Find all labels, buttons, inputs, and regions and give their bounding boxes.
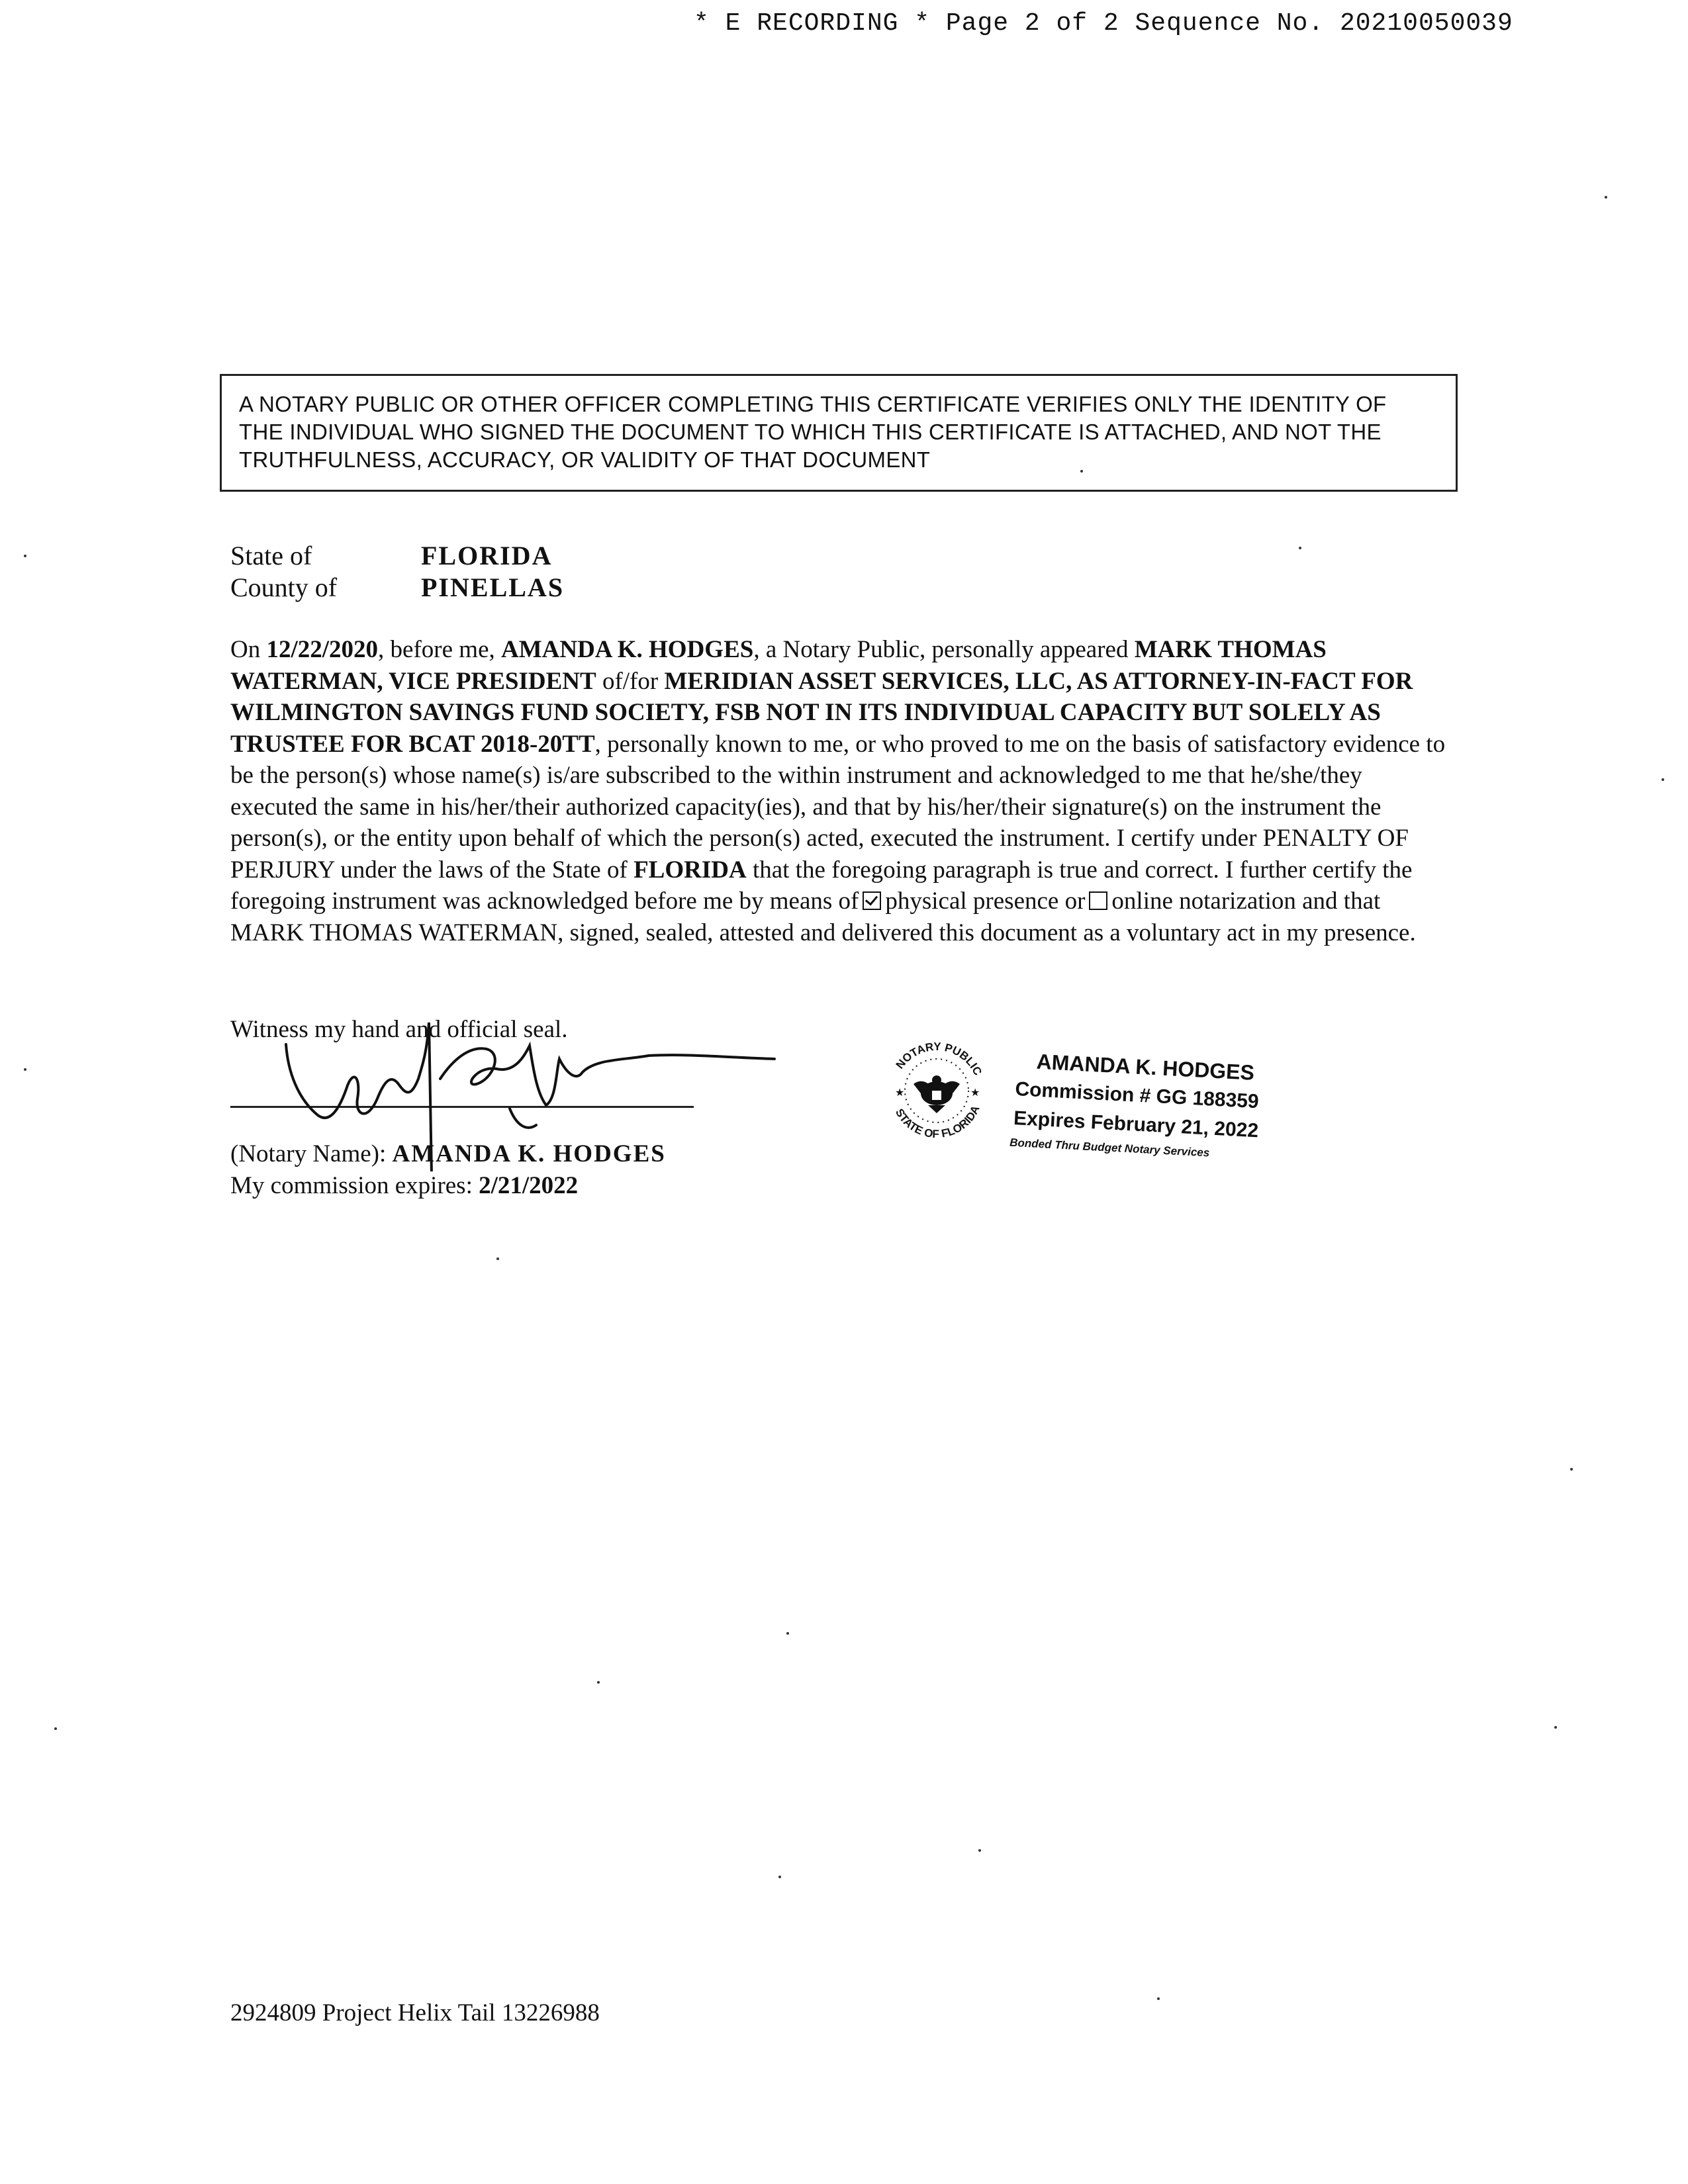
ack-signer: MARK THOMAS WATERMAN, VICE PRESIDENT (230, 636, 1327, 695)
commission-expiry-line (230, 1171, 578, 1200)
scan-speck (597, 1681, 600, 1684)
star-icon: ★ (970, 1087, 980, 1099)
seal-bonded-note: Bonded Thru Budget Notary Services (1009, 1136, 1210, 1160)
county-label: County of (230, 572, 338, 602)
ack-state: FLORIDA (633, 856, 747, 884)
scan-speck (778, 1876, 781, 1878)
venue-state-row (230, 540, 564, 572)
ack-date: 12/22/2020 (266, 636, 379, 663)
venue-block (230, 540, 564, 604)
scan-speck (1554, 1726, 1557, 1729)
star-icon: ★ (895, 1087, 905, 1099)
seal-ring-bottom: STATE OF FLORIDA (892, 1103, 982, 1141)
scan-speck (496, 1257, 499, 1260)
ack-text: On (230, 636, 267, 663)
disclaimer-line: THE INDIVIDUAL WHO SIGNED THE DOCUMENT TO WHICH THIS CERTIFICATE IS ATTACHED, AND NOT THE (239, 420, 1382, 444)
ack-text: of/for (596, 667, 665, 695)
disclaimer-line: A NOTARY PUBLIC OR OTHER OFFICER COMPLETING THIS CERTIFICATE VERIFIES ONLY THE IDENTITY OF (239, 392, 1387, 416)
ack-entity: MERIDIAN ASSET SERVICES, LLC, AS ATTORNEY-IN-FACT FOR WILMINGTON SAVINGS FUND SOCIETY, FSB NOT IN ITS INDIVIDUAL CAPACITY BUT SOLELY AS TRUSTEE FOR BCAT 2018-20TT (230, 667, 1413, 758)
scan-speck (54, 1727, 57, 1730)
seal-expiration: Expires February 21, 2022 (1013, 1107, 1259, 1142)
scan-speck (786, 1632, 789, 1635)
physical-presence-label: physical presence or (885, 887, 1086, 915)
scan-speck (1157, 1997, 1160, 2000)
notary-seal-emblem (880, 1032, 993, 1145)
scan-speck (24, 1068, 26, 1071)
venue-county-row (230, 572, 564, 604)
notary-seal-text (1011, 1046, 1262, 1165)
ack-notary-name: AMANDA K. HODGES (501, 636, 754, 663)
scan-speck (1605, 196, 1607, 199)
commission-label: My commission expires: (230, 1172, 479, 1199)
disclaimer-line: TRUTHFULNESS, ACCURACY, OR VALIDITY OF THAT DOCUMENT (239, 447, 931, 472)
notary-name-label: (Notary Name): (230, 1140, 393, 1167)
state-label: State of (230, 541, 312, 570)
physical-presence-checkbox (863, 891, 881, 910)
seal-notary-name: AMANDA K. HODGES (1035, 1049, 1255, 1085)
scan-speck (24, 555, 26, 557)
ack-text: , personally known to me, or who proved to me on the basis of satisfactory evidence to be the person(s) whose name(s) is/are subscribed to the within instrument and acknowledged to me that he/she/they executed the same in his/her/their authorized capacity(ies), and that by his/her/their signature(s) on the instrument the person(s), or the entity upon behalf of which the person(s) acted, executed the instrument. I certify under PENALTY OF PERJURY under the laws of the State of (230, 730, 1446, 884)
recording-stamp: * E RECORDING * Page 2 of 2 Sequence No. 20210050039 (694, 9, 1513, 38)
state-value: FLORIDA (421, 541, 553, 570)
scan-speck (1570, 1468, 1573, 1471)
county-value: PINELLAS (421, 572, 565, 602)
notary-disclaimer-box (220, 374, 1458, 492)
notary-name-value: AMANDA K. HODGES (392, 1140, 666, 1167)
online-notarization-checkbox (1089, 891, 1107, 910)
acknowledgment-paragraph (230, 634, 1455, 948)
seal-ring-top: NOTARY PUBLIC (893, 1040, 984, 1077)
online-notarization-label: online notarization and that MARK THOMAS WATERMAN, signed, sealed, attested and delivered this document as a voluntary act in my presence. (230, 887, 1416, 946)
ack-text: , before me, (378, 636, 501, 663)
seal-commission-number: Commission # GG 188359 (1014, 1078, 1260, 1113)
scan-speck (1299, 547, 1301, 549)
ack-text: , a Notary Public, personally appeared (753, 636, 1135, 663)
scan-speck (1662, 778, 1664, 781)
eagle-icon (914, 1075, 960, 1113)
svg-text:NOTARY PUBLIC (894, 1040, 984, 1077)
ack-text: that the foregoing paragraph is true and correct. I further certify the foregoing instrument was acknowledged before me by means of (230, 856, 1413, 915)
scan-speck (1080, 470, 1083, 473)
commission-expiry-value: 2/21/2022 (479, 1172, 579, 1199)
scan-speck (978, 1849, 981, 1852)
footer-reference: 2924809 Project Helix Tail 13226988 (230, 1999, 600, 2026)
notary-name-line (230, 1140, 666, 1168)
witness-text: Witness my hand and official seal. (230, 1016, 568, 1043)
